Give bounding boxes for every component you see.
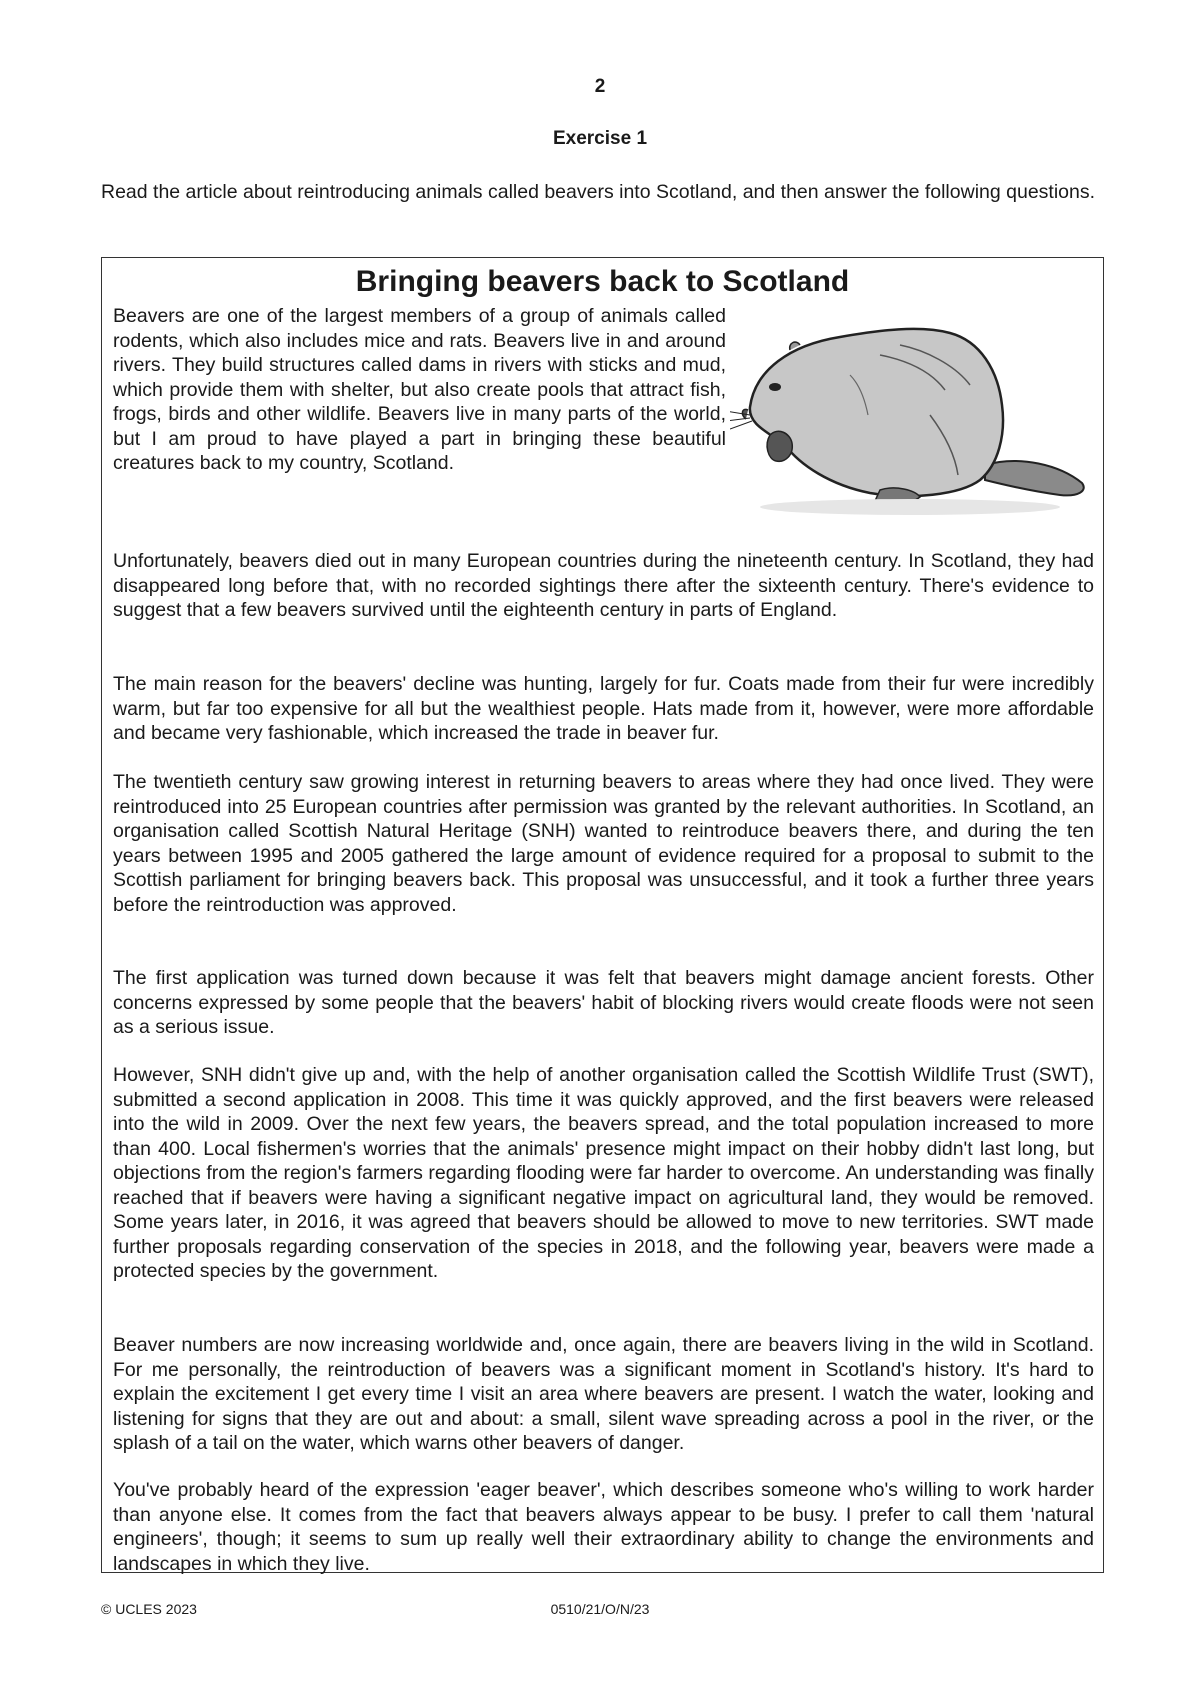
article-paragraph-5: The first application was turned down because it was felt that beavers might damage ancient forests. Other concerns expressed by some people that the beavers' habit of blocking rivers would create floods were not seen as a serious issue. [113,967,1094,1038]
article-title: Bringing beavers back to Scotland [355,265,850,298]
footer-copyright: © UCLES 2023 [101,1601,197,1617]
article-paragraph-1: Beavers are one of the largest members of a group of animals called rodents, which also includes mice and rats. Beavers live in and around rivers. They build structures called dams in rivers with sticks and mud, which provide them with shelter, but also create pools that attract fish, frogs, birds and other wildlife. Beavers live in many parts of the world, but I am proud to have played a part in bringing these beautiful creatures back to my country, Scotland. [113,305,726,474]
article-paragraph-2: Unfortunately, beavers died out in many European countries during the nineteenth century. In Scotland, they had disappeared long before that, with no recorded sightings there after the sixteenth century. There's evidence to suggest that a few beavers survived until the eighteenth century in parts of England. [113,550,1094,621]
article-paragraph-7: Beaver numbers are now increasing worldwide and, once again, there are beavers living in the wild in Scotland. For me personally, the reintroduction of beavers was a significant moment in Scotland's history. It's hard to explain the excitement I get every time I visit an area where beavers are present. I watch the water, looking and listening for signs that they are out and about: a small, silent wave spreading across a pool in the river, or the splash of a tail on the water, which warns other beavers of danger. [113,1334,1094,1454]
instructions-text: Read the article about reintroducing animals called beavers into Scotland, and then answer the following questions. [101,181,1096,203]
article-paragraph-8: You've probably heard of the expression 'eager beaver', which describes someone who's willing to work harder than anyone else. It comes from the fact that beavers always appear to be busy. I prefer to call them 'natural engineers', though; it seems to sum up really well their extraordinary ability to change the environments and landscapes in which they live. [113,1479,1094,1575]
article-paragraph-3: The main reason for the beavers' decline was hunting, largely for fur. Coats made from their fur were incredibly warm, but far too expensive for all but the wealthiest people. Hats made from it, however, were more affordable and became very fashionable, which increased the trade in beaver fur. [113,673,1094,744]
page-number: 2 [594,76,606,97]
article-paragraph-6: However, SNH didn't give up and, with the help of another organisation called the Scottish Wildlife Trust (SWT), submitted a second application in 2008. This time it was quickly approved, and the first beavers were released into the wild in 2009. Over the next few years, the beavers spread, and the total population increased to more than 400. Local fishermen's worries that the animals' presence might impact on their hobby didn't last long, but objections from the region's farmers regarding flooding were far harder to overcome. An understanding was finally reached that if beavers were having a significant negative impact on agricultural land, they would be removed. Some years later, in 2016, it was agreed that beavers should be allowed to move to new territories. SWT made further proposals regarding conservation of the species in 2018, and the following year, beavers were made a protected species by the government. [113,1064,1094,1282]
article-paragraph-4: The twentieth century saw growing interest in returning beavers to areas where they had once lived. They were reintroduced into 25 European countries after permission was granted by the relevant authorities. In Scotland, an organisation called Scottish Natural Heritage (SNH) wanted to reintroduce beavers there, and during the ten years between 1995 and 2005 gathered the large amount of evidence required for a proposal to submit to the Scottish parliament for bringing beavers back. This proposal was unsuccessful, and it took a further three years before the reintroduction was approved. [113,771,1094,916]
exercise-title: Exercise 1 [552,128,648,149]
footer-paper-code: 0510/21/O/N/23 [550,1601,650,1617]
beaver-illustration-icon [730,315,1090,520]
